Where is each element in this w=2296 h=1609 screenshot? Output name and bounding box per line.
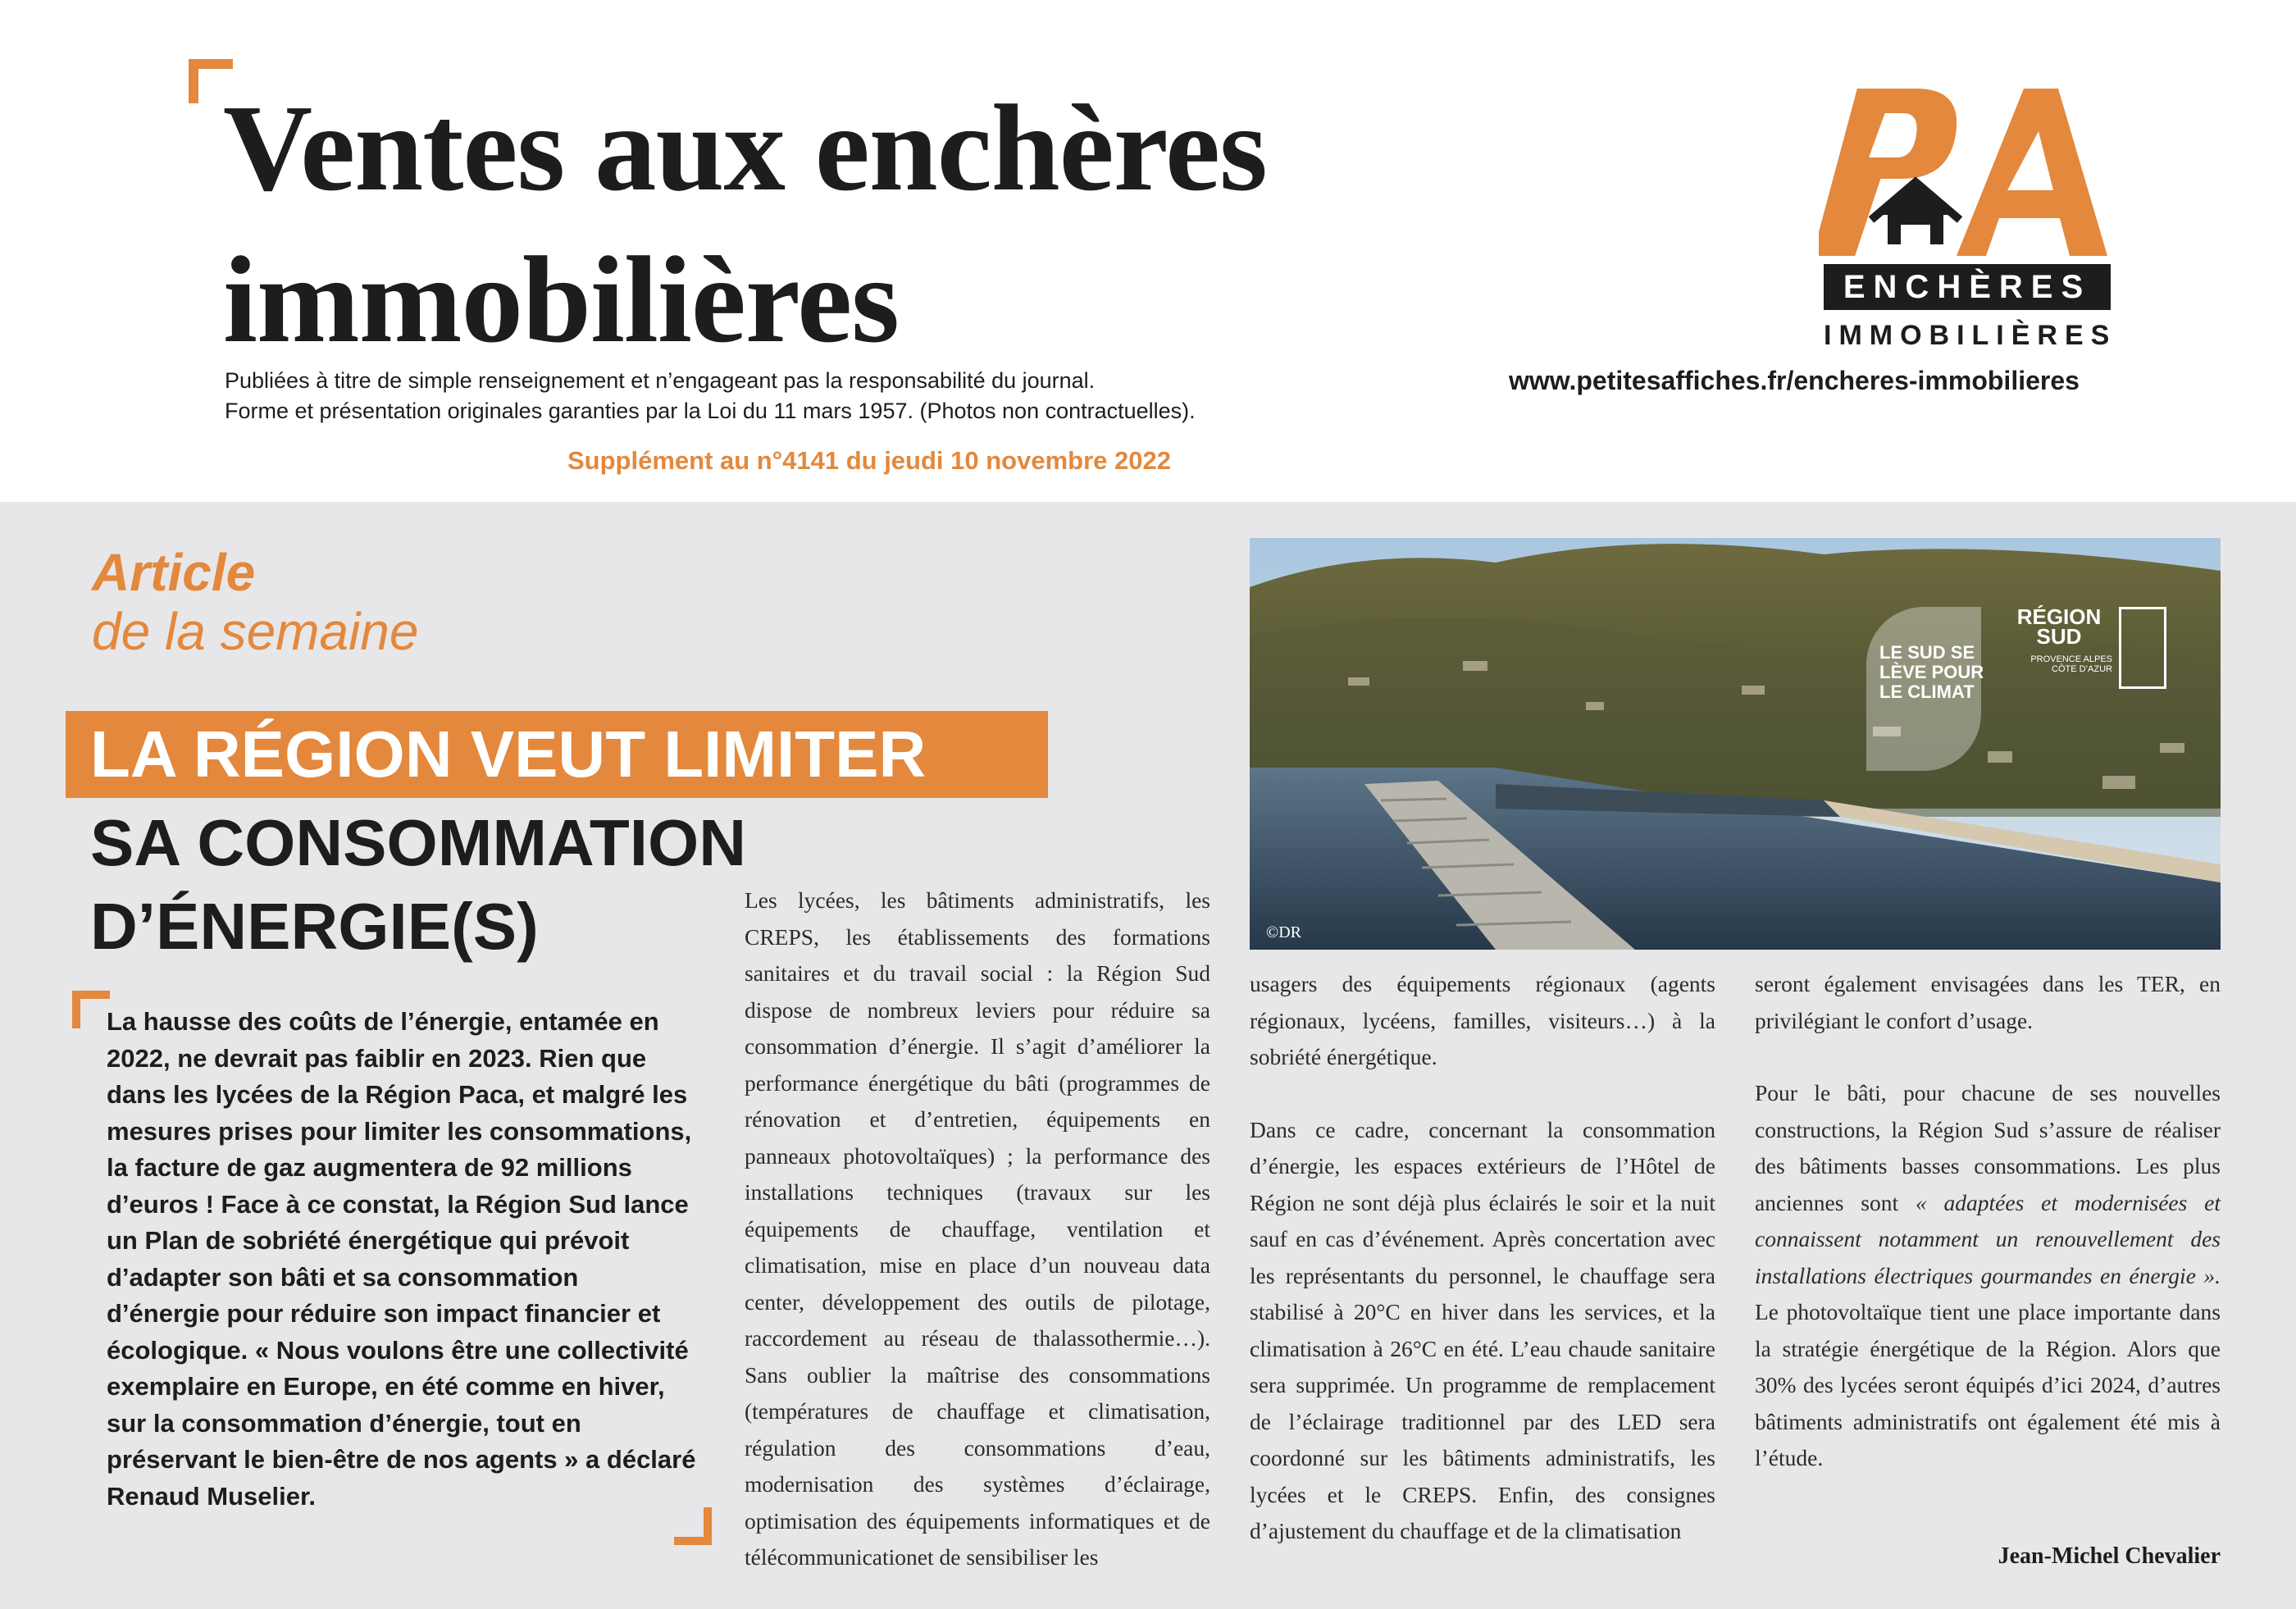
lead-open-corner-mark <box>72 991 110 1028</box>
supplement-line: Supplément au n°4141 du jeudi 10 novembre 2022 <box>567 446 1171 475</box>
photo-illustration <box>1250 538 2221 950</box>
body-quote: « adaptées et modernisées et connaissent notamment un renouvellement des installations électriques gourmandes en énergie ». <box>1755 1189 2221 1288</box>
body-column-2 <box>1250 966 1715 1550</box>
body-paragraph: seront également envisagées dans les TER, en privilégiant le confort d’usage. <box>1755 971 2221 1033</box>
article-photo <box>1250 538 2221 950</box>
photo-credit: ©DR <box>1266 923 1301 941</box>
region-sud-subtitle: PROVENCE ALPES CÔTE D’AZUR <box>2030 654 2112 674</box>
pa-logo-mark <box>1819 82 2122 264</box>
body-paragraph: Les lycées, les bâtiments administratifs, les CREPS, les établissements des formations sanitaires et du travail social : la Région Sud dispose de nombreux leviers pour réduire sa consommation d’énergie. Il s’agit d’améliorer la performance énergétique du bâti (programmes de rénovation et d’entretien, équipements en panneaux photovoltaïques) ; la performance des installations techniques (travaux sur les équipements de chauffage, ventilation et climatisation, mise en place d’un nouveau data center, développement des outils de pilotage, raccordement au réseau de thalassothermie…). Sans oublier la maîtrise des consommations (températures de chauffage et climatisation, régulation des consommations d’eau, modernisation des systèmes d’éclairage, optimisation des équipements informatiques et de télécommunicationet de sensibiliser les <box>745 887 1210 1570</box>
pa-logo-band: ENCHÈRES <box>1824 264 2111 310</box>
pa-logo <box>1819 82 2122 361</box>
page-title <box>223 72 1267 376</box>
body-paragraph <box>1755 1075 2221 1477</box>
article-section <box>0 502 2296 1609</box>
region-sud-logo <box>2006 604 2211 713</box>
headline-line-1: LA RÉGION VEUT LIMITER <box>90 718 927 791</box>
region-shield-icon <box>2119 607 2166 689</box>
site-url-link[interactable]: www.petitesaffiches.fr/encheres-immobilieres <box>1509 366 2080 395</box>
climate-badge-text: LE SUD SE LÈVE POUR LE CLIMAT <box>1879 642 1984 702</box>
headline-line-2: SA CONSOMMATION <box>90 806 746 879</box>
headline-line-3: D’ÉNERGIE(S) <box>90 890 539 963</box>
disclaimer-line-2: Forme et présentation originales garanties par la Loi du 11 mars 1957. (Photos non contractuelles). <box>225 399 1196 423</box>
body-column-3 <box>1755 966 2221 1477</box>
body-column-1 <box>745 882 1210 1576</box>
page-title-line-1: Ventes aux enchères <box>223 79 1267 217</box>
climate-badge <box>1866 607 2006 779</box>
disclaimer-line-1: Publiées à titre de simple renseignement et n’engageant pas la responsabilité du journal. <box>225 368 1096 393</box>
body-text: Le photovoltaïque tient une place importante dans la stratégie énergétique de la Région. Alors que 30% des lycées seront équipés d’ici 2024, d’autres bâtiments administratifs ont également été mis à l’étude. <box>1755 1299 2221 1470</box>
page-title-line-2: immobilières <box>223 230 899 368</box>
page-header <box>0 0 2296 502</box>
kicker-line-1: Article <box>92 543 256 602</box>
kicker-line-2: de la semaine <box>92 602 419 661</box>
author-signature: Jean-Michel Chevalier <box>1998 1543 2221 1569</box>
region-sud-name: RÉGION SUD <box>2016 604 2102 649</box>
article-lead: La hausse des coûts de l’énergie, entamée en 2022, ne devrait pas faiblir en 2023. Rien que dans les lycées de la Région Paca, et malgré les mesures prises pour limiter les consommations, la facture de gaz augmentera de 92 millions d’euros ! Face à ce constat, la Région Sud lance un Plan de sobriété énergétique qui prévoit d’adapter son bâti et sa consommation d’énergie pour réduire son impact financier et écologique. « Nous voulons être une collectivité exemplaire en Europe, en été comme en hiver, sur la consommation d’énergie, tout en préservant le bien-être de nos agents » a déclaré Renaud Muselier. <box>107 1007 696 1511</box>
house-icon <box>1871 182 1960 244</box>
body-paragraph: usagers des équipements régionaux (agents régionaux, lycéens, familles, visiteurs…) à la sobriété énergétique. <box>1250 971 1715 1069</box>
body-paragraph: Dans ce cadre, concernant la consommation d’énergie, les espaces extérieurs de l’Hôtel de Région ne sont déjà plus éclairés le soir et la nuit sauf en cas d’événement. Après concertation avec les représentants du personnel, le chauffage sera stabilisé à 20°C en hiver dans les services, et la climatisation à 26°C en été. L’eau chaude sanitaire sera supprimée. Un programme de remplacement de l’éclairage traditionnel par des LED sera coordonné sur les bâtiments administratifs, les lycées et le CREPS. Enfin, des consignes d’ajustement du chauffage et de la climatisation <box>1250 1116 1715 1543</box>
lead-close-corner-mark <box>674 1507 712 1545</box>
article-kicker <box>92 543 418 661</box>
body-text: Pour le bâti, pour chacune de ses nouvelles constructions, la Région Sud s’assure de réaliser des bâtiments basses consommations. Les plus anciennes sont <box>1755 1080 2221 1215</box>
disclaimer <box>225 366 1196 426</box>
pa-logo-subtitle: IMMOBILIÈRES <box>1824 320 2117 351</box>
